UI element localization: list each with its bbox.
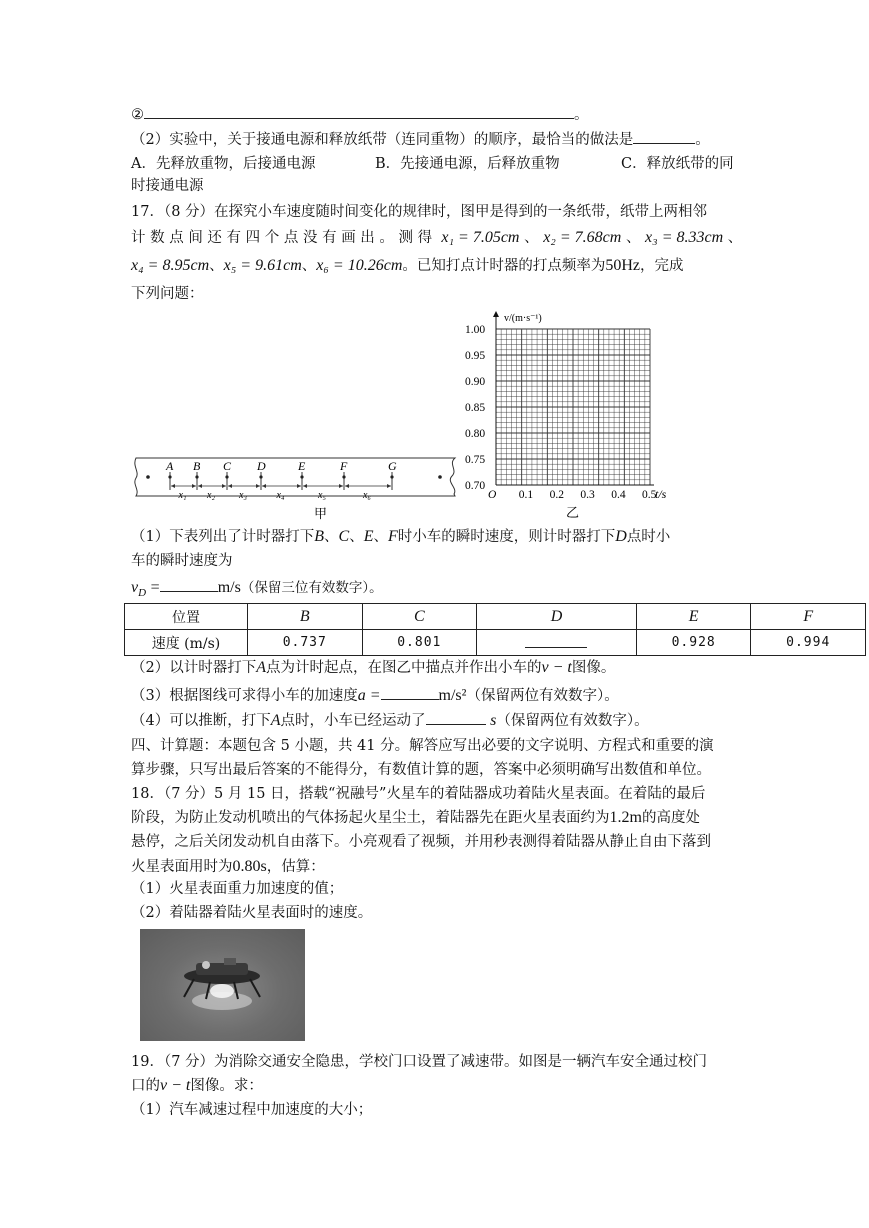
vt-symbol: v − t [541, 659, 572, 676]
y-tick-label: 0.80 [465, 428, 486, 440]
x-tick-label: 0.3 [580, 489, 595, 501]
answer-blank[interactable] [144, 104, 574, 119]
x-tick-label: O [488, 489, 497, 501]
option-b: B．先接通电源，后释放重物 [375, 156, 560, 172]
tape-caption: 甲 [314, 506, 328, 521]
x2-value: x₂ = 7.68cm [543, 229, 622, 246]
q18-line4 [131, 857, 325, 877]
time-value: 0.80s [232, 858, 267, 875]
y-tick-label: 0.85 [465, 402, 486, 414]
q18-line2 [131, 808, 700, 828]
q17-stem-4: 下列问题： [131, 286, 204, 302]
table-cell: B [248, 604, 363, 630]
period: 。 [574, 107, 589, 123]
segment-label: x₆ [363, 490, 371, 501]
tape-point [168, 475, 171, 478]
text: 阶段，为防止发动机喷出的气体扬起火星尘土，着陆器先在距火星表面约为 [131, 810, 610, 826]
text: 的高度处 [641, 810, 700, 826]
tape-point-label: C [223, 459, 232, 473]
table-cell-blank[interactable] [477, 630, 637, 656]
text: （2）以计时器打下 [131, 660, 257, 676]
q18-line3: 悬停，之后关闭发动机自由落下。小亮观看了视频，并用秒表测得着陆器从静止自由下落到 [131, 834, 711, 850]
segment-label: x₁ [178, 490, 187, 501]
a-symbol: a = [357, 687, 381, 704]
a-unit: m/s² [438, 687, 467, 704]
velocity-table [124, 603, 866, 656]
vd-note: （保留三位有效数字）。 [240, 580, 383, 596]
sym-d: D [615, 528, 627, 545]
q17-stem-3 [131, 256, 684, 276]
sep: 、 [301, 258, 317, 274]
table-cell: E [636, 604, 751, 630]
x1-value: x₁ = 7.05cm [441, 229, 520, 246]
table-cell: 0.801 [362, 630, 477, 656]
y-axis-label: v/(m·s⁻¹) [504, 313, 542, 324]
paper-tape-figure [130, 450, 460, 525]
sym-e: E [363, 528, 374, 545]
question-text: （2）实验中，关于接通电源和释放纸带（连同重物）的顺序，最恰当的做法是 [131, 132, 634, 148]
sep: 、 [727, 230, 743, 246]
x-tick-label: 0.1 [518, 489, 534, 501]
option-c: C．释放纸带的同 [621, 156, 734, 172]
table-cell: D [477, 604, 637, 630]
a-answer-blank[interactable] [381, 685, 439, 700]
segment-label: x₂ [207, 490, 215, 501]
vd-answer-blank[interactable] [160, 577, 218, 592]
x4-value: x₄ = 8.95cm [131, 257, 210, 274]
text: 口的 [131, 1078, 160, 1094]
text: 点时小 [626, 529, 671, 545]
time-unit: s [490, 712, 497, 729]
table-cell: F [751, 604, 866, 630]
text: （4）可以推断，打下 [131, 713, 271, 729]
text: （保留两位有效数字）。 [466, 688, 619, 704]
text: 图像。求： [190, 1078, 263, 1094]
q17-stem-1: 17．（8 分）在探究小车速度随时间变化的规律时，图甲是得到的一条纸带，纸带上两相邻 [131, 204, 708, 220]
text: 时小车的瞬时速度，则计时器打下 [397, 529, 616, 545]
x-tick-label: 0.2 [549, 489, 564, 501]
tape-point-label: B [193, 459, 201, 473]
tape-point-label: E [298, 459, 306, 473]
x6-value: x₆ = 10.26cm [316, 257, 403, 274]
stem-text: 。已知打点计时器的打点频率为 [402, 258, 606, 274]
period: 。 [695, 132, 710, 148]
vt-symbol: v − t [160, 1077, 191, 1094]
text: ，估算： [266, 859, 325, 875]
q18-line1: 18．（7 分）5 月 15 日，搭载“祝融号”火星车的着陆器成功着陆火星表面。在着陆的最后 [131, 786, 706, 802]
text: 点为计时起点，在图乙中描点并作出小车的 [266, 660, 542, 676]
sym-a: A [256, 659, 267, 676]
y-tick-label: 0.95 [465, 350, 486, 362]
segment-label: x₃ [239, 490, 247, 501]
segment-label: x₅ [318, 490, 326, 501]
q17-sub1: （1）下表列出了计时器打下B、C、E、F时小车的瞬时速度，则计时器打下D点时小 [131, 528, 671, 545]
q18-sub2: （2）着陆器着陆火星表面时的速度。 [131, 905, 373, 921]
tape-dot [146, 475, 150, 479]
q17-sub4 [131, 710, 649, 731]
vd-expression [131, 577, 383, 603]
table-cell: 位置 [125, 604, 248, 630]
q19-line1: 19．（7 分）为消除交通安全隐患，学校门口设置了减速带。如图是一辆汽车安全通过校门 [131, 1054, 708, 1070]
tape-dot [438, 475, 442, 479]
y-tick-label: 1.00 [465, 324, 486, 336]
section4-line1: 四、计算题：本题包含 5 小题，共 41 分。解答应写出必要的文字说明、方程式和重要的演 [131, 738, 714, 754]
y-tick-label: 0.90 [465, 376, 486, 388]
table-cell: 0.737 [248, 630, 363, 656]
vd-symbol: v [131, 579, 139, 596]
frequency: 50Hz [605, 257, 641, 274]
tape-point-label: F [340, 459, 348, 473]
section4-line2: 算步骤，只写出最后答案的不能得分，有数值计算的题，答案中必须明确写出数值和单位。 [131, 762, 711, 778]
table-row [125, 630, 866, 656]
sym-a: A [270, 712, 281, 729]
q19-line2 [131, 1076, 263, 1096]
y-tick-label: 0.75 [465, 454, 486, 466]
text: （3）根据图线可求得小车的加速度 [131, 688, 358, 704]
option-a: A．先释放重物，后接通电源 [131, 156, 316, 172]
mars-lander-photo [140, 929, 305, 1041]
y-tick-label: 0.70 [465, 480, 486, 492]
tape-point [225, 475, 228, 478]
tape-point [259, 475, 262, 478]
stem-text: 计 数 点 间 还 有 四 个 点 没 有 画 出 。 测 得 [131, 230, 433, 246]
segment-label: x₄ [276, 490, 285, 501]
q16-sub2 [131, 129, 710, 150]
q17-sub3 [131, 685, 619, 706]
vd-subscript: D [138, 586, 147, 599]
x-tick-label: 0.5 [642, 489, 657, 501]
tape-point [390, 475, 393, 478]
text: 图像。 [571, 660, 616, 676]
q16-option-c-cont: 时接通电源 [131, 178, 204, 194]
x-axis-label: t/s [655, 487, 667, 501]
tape-point [195, 475, 198, 478]
sym-c: C [338, 528, 350, 545]
x5-value: x₅ = 9.61cm [223, 257, 302, 274]
sym-f: F [387, 528, 398, 545]
answer-blank[interactable] [633, 129, 695, 144]
height-value: 1.2m [609, 809, 642, 826]
q17-sub2 [131, 658, 615, 678]
q17-stem-2 [131, 228, 742, 248]
lander-illustration [140, 929, 305, 1041]
sym-b: B [314, 528, 325, 545]
table-cell: 速度 (m/s) [125, 630, 248, 656]
q18-sub1: （1）火星表面重力加速度的值； [131, 881, 344, 897]
tape-point [300, 475, 303, 478]
sep: 、 [625, 230, 641, 246]
item2-mark: ② [131, 107, 144, 123]
q16-options [131, 154, 734, 174]
vd-unit: m/s [217, 579, 241, 596]
x3-value: x₃ = 8.33cm [645, 229, 724, 246]
q16-item2 [131, 104, 589, 125]
sep: 、 [524, 230, 539, 246]
vt-grid-figure [460, 305, 690, 520]
sep: 、 [209, 258, 224, 274]
text: （保留两位有效数字）。 [496, 713, 649, 729]
text: （1）下表列出了计时器打下 [131, 529, 315, 545]
tape-point-label: G [388, 459, 397, 473]
x-tick-label: 0.4 [611, 489, 626, 501]
grid-caption: 乙 [566, 505, 580, 520]
q17-sub1-cont: 车的瞬时速度为 [131, 553, 233, 569]
table-cell: C [362, 604, 477, 630]
table-cell: 0.928 [636, 630, 751, 656]
text: 点时，小车已经运动了 [280, 713, 426, 729]
tape-point-label: A [166, 459, 174, 473]
q19-sub1: （1）汽车减速过程中加速度的大小； [131, 1102, 373, 1118]
equals: = [150, 579, 160, 596]
tape-point-label: D [257, 459, 266, 473]
table-cell: 0.994 [751, 630, 866, 656]
y-axis-arrow [493, 311, 499, 317]
tape-point [342, 475, 345, 478]
table-header-row [125, 604, 866, 630]
text: 火星表面用时为 [131, 859, 233, 875]
time-answer-blank[interactable] [426, 710, 486, 725]
stem-text: ，完成 [640, 258, 684, 274]
